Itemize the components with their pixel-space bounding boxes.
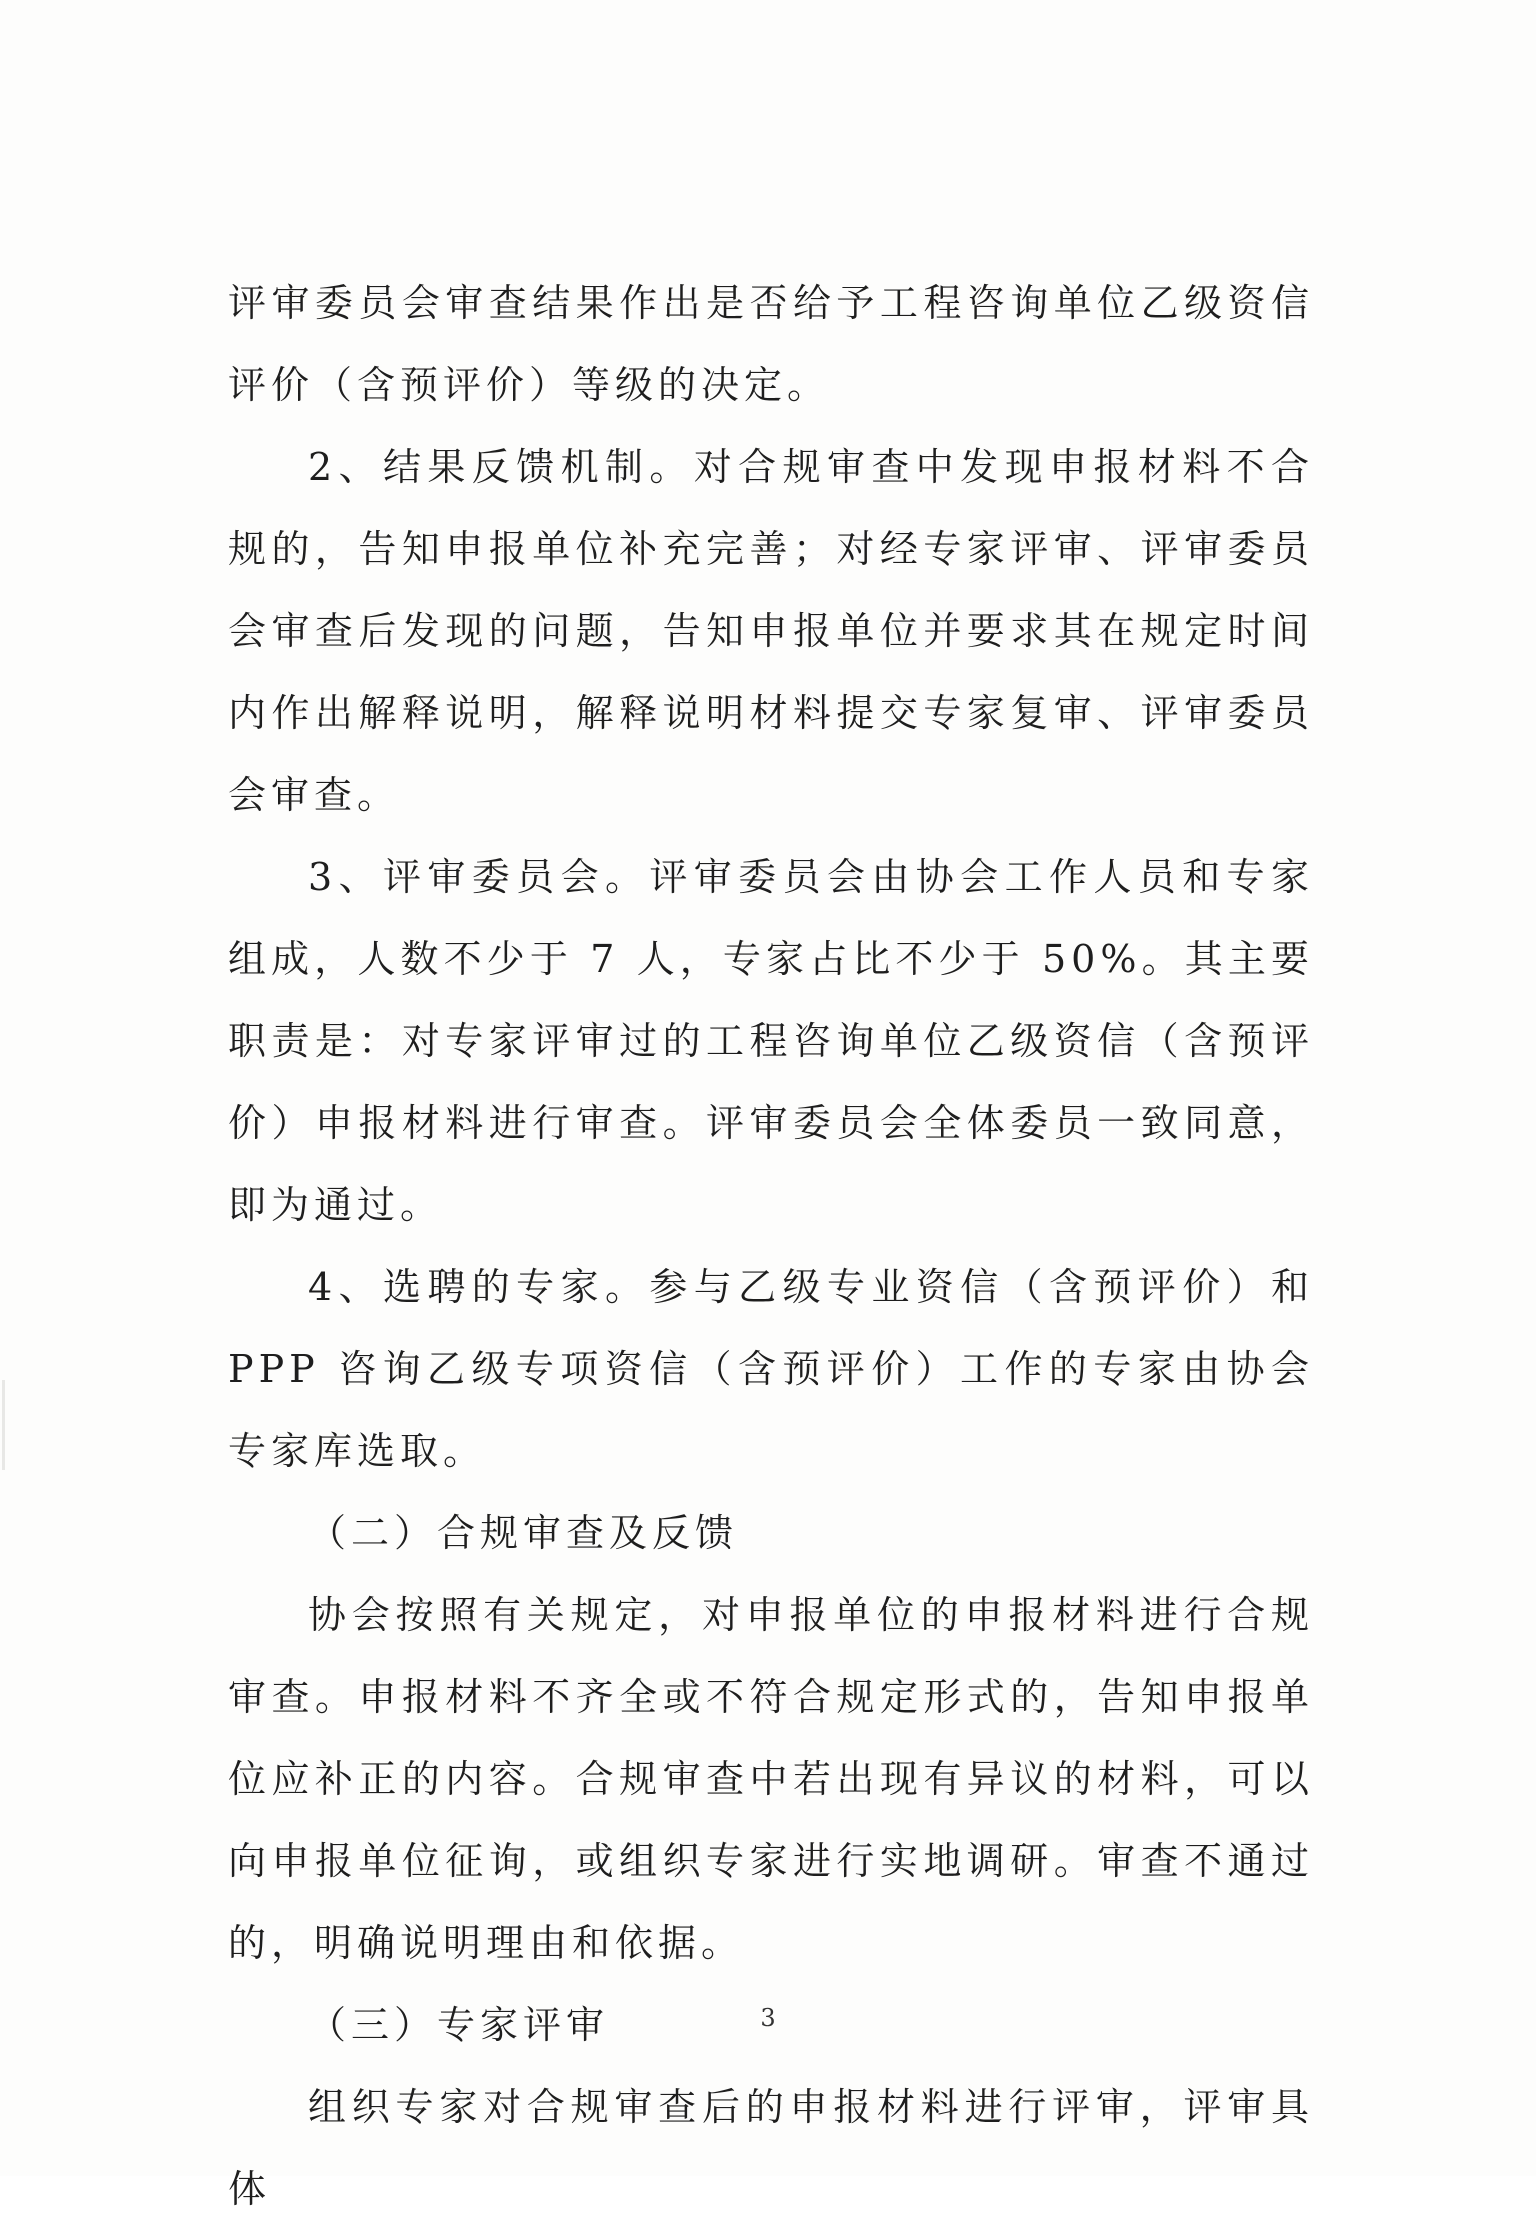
section-heading-expert-review: （三）专家评审 [308, 2003, 610, 2047]
paragraph-expert-review: 组织专家对合规审查后的申报材料进行评审，评审具体 [228, 2085, 1314, 2211]
paragraph-feedback-mechanism: 2、结果反馈机制。对合规审查中发现申报材料不合规的，告知申报单位补充完善；对经专家评审、评审委员会审查后发现的问题，告知申报单位并要求其在规定时间内作出解释说明，解释说明材料提交专家复审、评审委员会审查。 [228, 445, 1314, 817]
paragraph-review-committee: 3、评审委员会。评审委员会由协会工作人员和专家组成，人数不少于 7 人，专家占比不少于 50%。其主要职责是：对专家评审过的工程咨询单位乙级资信（含预评价）申报材料进行审查。评审委员会全体委员一致同意，即为通过。 [228, 855, 1314, 1227]
paragraph-compliance-review: 协会按照有关规定，对申报单位的申报材料进行合规审查。申报材料不齐全或不符合规定形式的，告知申报单位应补正的内容。合规审查中若出现有异议的材料，可以向申报单位征询，或组织专家进行实地调研。审查不通过的，明确说明理由和依据。 [228, 1593, 1314, 1965]
document-body [228, 262, 1314, 2230]
paragraph-selected-experts: 4、选聘的专家。参与乙级专业资信（含预评价）和 PPP 咨询乙级专项资信（含预评价）工作的专家由协会专家库选取。 [228, 1265, 1314, 1473]
section-heading-compliance-review: （二）合规审查及反馈 [308, 1511, 739, 1555]
paragraph-decision: 评审委员会审查结果作出是否给予工程咨询单位乙级资信评价（含预评价）等级的决定。 [228, 281, 1314, 407]
page-number: 3 [760, 2004, 776, 2032]
scan-edge-mark [2, 1380, 5, 1470]
